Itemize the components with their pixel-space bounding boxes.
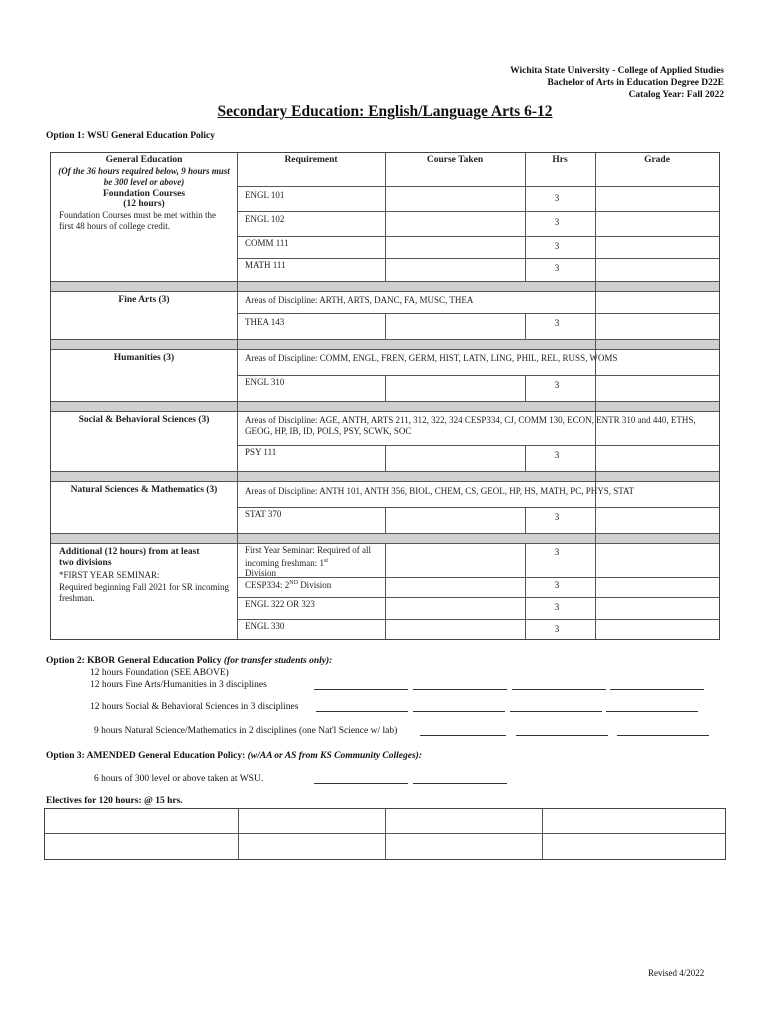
hrs-cell: 3 xyxy=(554,380,560,390)
blank-lines[interactable] xyxy=(314,679,704,690)
hrs-cell: 3 xyxy=(554,547,560,557)
separator-band xyxy=(51,533,719,544)
requirement-cell: PSY 111 xyxy=(245,447,277,457)
option3-line1: 6 hours of 300 level or above taken at WSU. xyxy=(94,774,264,784)
option2-line2: 12 hours Fine Arts/Humanities in 3 disciplines xyxy=(90,680,267,690)
blank-lines[interactable] xyxy=(420,725,709,736)
electives-table[interactable] xyxy=(44,808,726,860)
option2-label: Option 2: KBOR General Education Policy (for transfer students only): xyxy=(46,656,333,666)
hrs-cell: 3 xyxy=(554,241,560,251)
natural-areas: Areas of Discipline: ANTH 101, ANTH 356, BIOL, CHEM, CS, GEOL, HP, HS, MATH, PC, PHYS, STAT xyxy=(245,486,635,496)
foundation-hours: (12 hours) xyxy=(123,199,165,209)
option1-label: Option 1: WSU General Education Policy xyxy=(46,131,215,141)
hrs-cell: 3 xyxy=(554,450,560,460)
social-areas: Areas of Discipline: AGE, ANTH, ARTS 211, 312, 322, 324 CESP334, CJ, COMM 130, ECON, ENTR 310 and 440, ETHS, GEOG, HP, IB, ID, POLS, PSY, SCWK, SOC xyxy=(245,415,696,436)
gen-ed-header-note: (Of the 36 hours required below, 9 hours must be 300 level or above) xyxy=(58,166,230,187)
hrs-cell: 3 xyxy=(554,624,560,634)
fys-label: *FIRST YEAR SEMINAR: xyxy=(59,570,160,580)
option2-line1: 12 hours Foundation (SEE ABOVE) xyxy=(90,668,229,678)
hrs-header: Hrs xyxy=(552,155,568,165)
requirement-cell: ENGL 101 xyxy=(245,190,285,200)
requirement-cell: COMM 111 xyxy=(245,238,289,248)
separator-band xyxy=(51,471,719,482)
requirement-cell: ENGL 330 xyxy=(245,621,285,631)
hrs-cell: 3 xyxy=(554,263,560,273)
requirement-cell: ENGL 322 OR 323 xyxy=(245,599,315,609)
university-line: Wichita State University - College of Applied Studies xyxy=(510,66,724,76)
requirement-cell: MATH 111 xyxy=(245,260,286,270)
humanities-title: Humanities (3) xyxy=(113,353,175,363)
humanities-areas: Areas of Discipline: COMM, ENGL, FREN, GERM, HIST, LATN, LING, PHIL, REL, RUSS, WOMS xyxy=(245,353,618,363)
requirement-cell: ENGL 310 xyxy=(245,377,285,387)
degree-line: Bachelor of Arts in Education Degree D22E xyxy=(547,78,724,88)
fys-note: Required beginning Fall 2021 for SR incoming freshman. xyxy=(59,582,229,603)
hrs-cell: 3 xyxy=(554,318,560,328)
hrs-cell: 3 xyxy=(554,580,560,590)
blank-lines[interactable] xyxy=(316,701,698,712)
hrs-cell: 3 xyxy=(554,193,560,203)
blank-lines[interactable] xyxy=(314,773,507,784)
separator-band xyxy=(51,339,719,350)
separator-band xyxy=(51,281,719,292)
requirement-cell: ENGL 102 xyxy=(245,214,285,224)
catalog-year-line: Catalog Year: Fall 2022 xyxy=(628,90,724,100)
separator-band xyxy=(51,401,719,412)
natural-title: Natural Sciences & Mathematics (3) xyxy=(70,485,218,495)
option2-line4: 9 hours Natural Science/Mathematics in 2 disciplines (one Nat'l Science w/ lab) xyxy=(94,726,398,736)
hrs-cell: 3 xyxy=(554,217,560,227)
fine-arts-title: Fine Arts (3) xyxy=(118,295,170,305)
social-title: Social & Behavioral Sciences (3) xyxy=(78,415,210,425)
gen-ed-header: General Education xyxy=(105,155,183,165)
electives-label: Electives for 120 hours: @ 15 hrs. xyxy=(46,796,183,806)
fine-arts-areas: Areas of Discipline: ARTH, ARTS, DANC, FA, MUSC, THEA xyxy=(245,295,474,305)
option2-line3: 12 hours Social & Behavioral Sciences in 3 disciplines xyxy=(90,702,299,712)
option3-label: Option 3: AMENDED General Education Policy: (w/AA or AS from KS Community Colleges): xyxy=(46,751,422,761)
requirement-cell: THEA 143 xyxy=(245,317,285,327)
grade-header: Grade xyxy=(644,155,670,165)
requirement-cell: STAT 370 xyxy=(245,509,282,519)
requirement-cell: First Year Seminar: Required of all incoming freshman: 1st Division xyxy=(245,545,371,578)
requirement-cell: CESP334: 2ND Division xyxy=(245,580,332,590)
course-taken-header: Course Taken xyxy=(426,155,484,165)
hrs-cell: 3 xyxy=(554,602,560,612)
foundation-note: Foundation Courses must be met within the first 48 hours of college credit. xyxy=(59,210,216,231)
page-title: Secondary Education: English/Language Arts 6-12 xyxy=(217,103,553,120)
requirement-header: Requirement xyxy=(284,155,338,165)
additional-title-2: two divisions xyxy=(59,558,112,568)
revised-date: Revised 4/2022 xyxy=(648,968,705,978)
additional-title: Additional (12 hours) from at least xyxy=(59,547,200,557)
hrs-cell: 3 xyxy=(554,512,560,522)
foundation-title: Foundation Courses xyxy=(102,189,186,199)
gen-ed-table xyxy=(50,152,720,640)
